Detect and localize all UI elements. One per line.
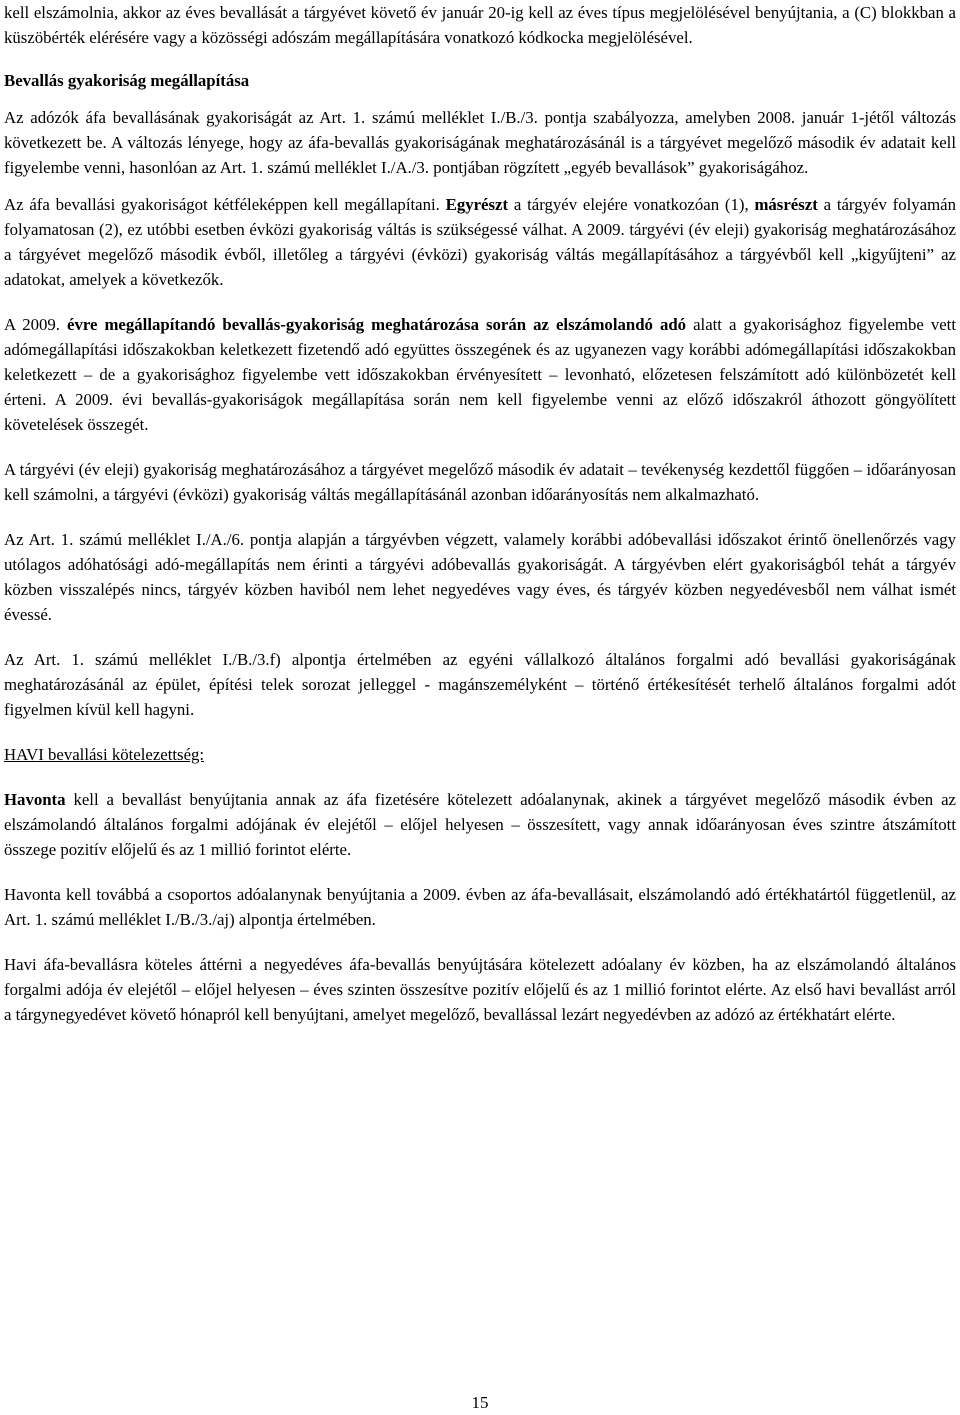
paragraph-switch-to-monthly: Havi áfa-bevallásra köteles áttérni a negyedéves áfa-bevallás benyújtására kötelezett adóalany év közben, ha az elszámolandó általános forgalmi adója év elejétől – előjel helyesen – éves szinten összesítve pozitív előjelű és az 1 millió forintot elérte. Az első havi bevallást arról a tárgynegyedévet követő hónapról kell benyújtani, amelyet megelőző, bevallással lezárt negyedévben az adózó az értékhatárt elérte. bbox=[4, 955, 956, 1024]
paragraph-group-taxpayer: Havonta kell továbbá a csoportos adóalanynak benyújtania a 2009. évben az áfa-bevallásait, elszámolandó adó értékhatártól függetlenül, az Art. 1. számú melléklet I./B./3./aj) alpontja értelmében. bbox=[4, 885, 956, 929]
paragraph-two-ways: Az áfa bevallási gyakoriságot kétféleképpen kell megállapítani. Egyrészt a tárgyév elejére vonatkozóan (1), másrészt a tárgyév folyamán folyamatosan (2), ez utóbbi esetben évközi gyakoriság váltás is szükségessé válhat. A 2009. tárgyévi (év eleji) gyakoriság meghatározásához a tárgyévet megelőző második évből, illetőleg a tárgyévi (évközi) gyakoriság váltás megállapításához a tárgyévből kell „kigyűjteni” az adatokat, amelyek a következők. bbox=[4, 195, 956, 289]
page-number: 15 bbox=[471, 1393, 489, 1412]
section-heading-filing-frequency: Bevallás gyakoriság megállapítása bbox=[4, 71, 250, 90]
paragraph-2009-tax: A 2009. évre megállapítandó bevallás-gyakoriság meghatározása során az elszámolandó adó alatt a gyakorisághoz figyelembe vett adómegállapítási időszakokban keletkezett fizetendő adó együttes összegének és az ugyanezen vagy korábbi adómegállapítási időszakokban keletkezett – de a gyakorisághoz figyelembe vett időszakokban érvényesített – levonható, előzetesen felszámított adó különbözetét kell érteni. A 2009. évi bevallás-gyakoriságok megállapítása során nem kell figyelembe venni az előző időszakról áthozott göngyölített követelések összegét. bbox=[4, 315, 956, 434]
document-page bbox=[4, 0, 956, 1027]
section-heading-monthly: HAVI bevallási kötelezettség: bbox=[4, 745, 205, 764]
paragraph-self-audit: Az Art. 1. számú melléklet I./A./6. pontja alapján a tárgyévben végzett, valamely korábbi adóbevallási időszakot érintő önellenőrzés vagy utólagos adóhatósági adó-megállapítás nem érinti a tárgyévi adóbevallás gyakoriságát. A tárgyévben elért gyakoriságból tehát a tárgyév közben visszalépés nincs, tárgyév közben haviból nem lehet negyedéves vagy éves, és tárgyév közben negyedévesből nem válhat ismét évessé. bbox=[4, 530, 956, 624]
paragraph-time-proportional: A tárgyévi (év eleji) gyakoriság meghatározásához a tárgyévet megelőző második év adatait – tevékenység kezdettől függően – időarányosan kell számolni, a tárgyévi (évközi) gyakoriság váltás megállapításánál azonban időarányosítás nem alkalmazható. bbox=[4, 460, 956, 504]
paragraph-sole-trader: Az Art. 1. számú melléklet I./B./3.f) alpontja értelmében az egyéni vállalkozó általános forgalmi adó bevallási gyakoriságának meghatározásánál az épület, építési telek sorozat jelleggel - magánszemélyként – történő értékesítését terhelő általános forgalmi adót figyelmen kívül kell hagyni. bbox=[4, 650, 956, 719]
paragraph-frequency-rules: Az adózók áfa bevallásának gyakoriságát az Art. 1. számú melléklet I./B./3. pontja szabályozza, amelyben 2008. január 1-jétől változás következett be. A változás lényege, hogy az áfa-bevallás gyakoriságának meghatározásánál is a tárgyévet megelőző második év adatait kell figyelembe venni, hasonlóan az Art. 1. számú melléklet I./A./3. pontjában rögzített „egyéb bevallások” gyakoriságához. bbox=[4, 108, 956, 177]
paragraph-annual-filing: kell elszámolnia, akkor az éves bevallását a tárgyévet követő év január 20-ig kell az éves típus megjelölésével benyújtania, a (C) blokkban a küszöbérték elérésére vagy a közösségi adószám megállapítására vonatkozó kódkocka megjelölésével. bbox=[4, 3, 956, 47]
paragraph-monthly-obligation: Havonta kell a bevallást benyújtania annak az áfa fizetésére kötelezett adóalanynak, akinek a tárgyévet megelőző második évben az elszámolandó általános forgalmi adójának év elejétől – előjel helyesen – összesített, vagy annak időarányosan éves szintre átszámított összege pozitív előjelű és az 1 millió forintot elérte. bbox=[4, 790, 956, 859]
